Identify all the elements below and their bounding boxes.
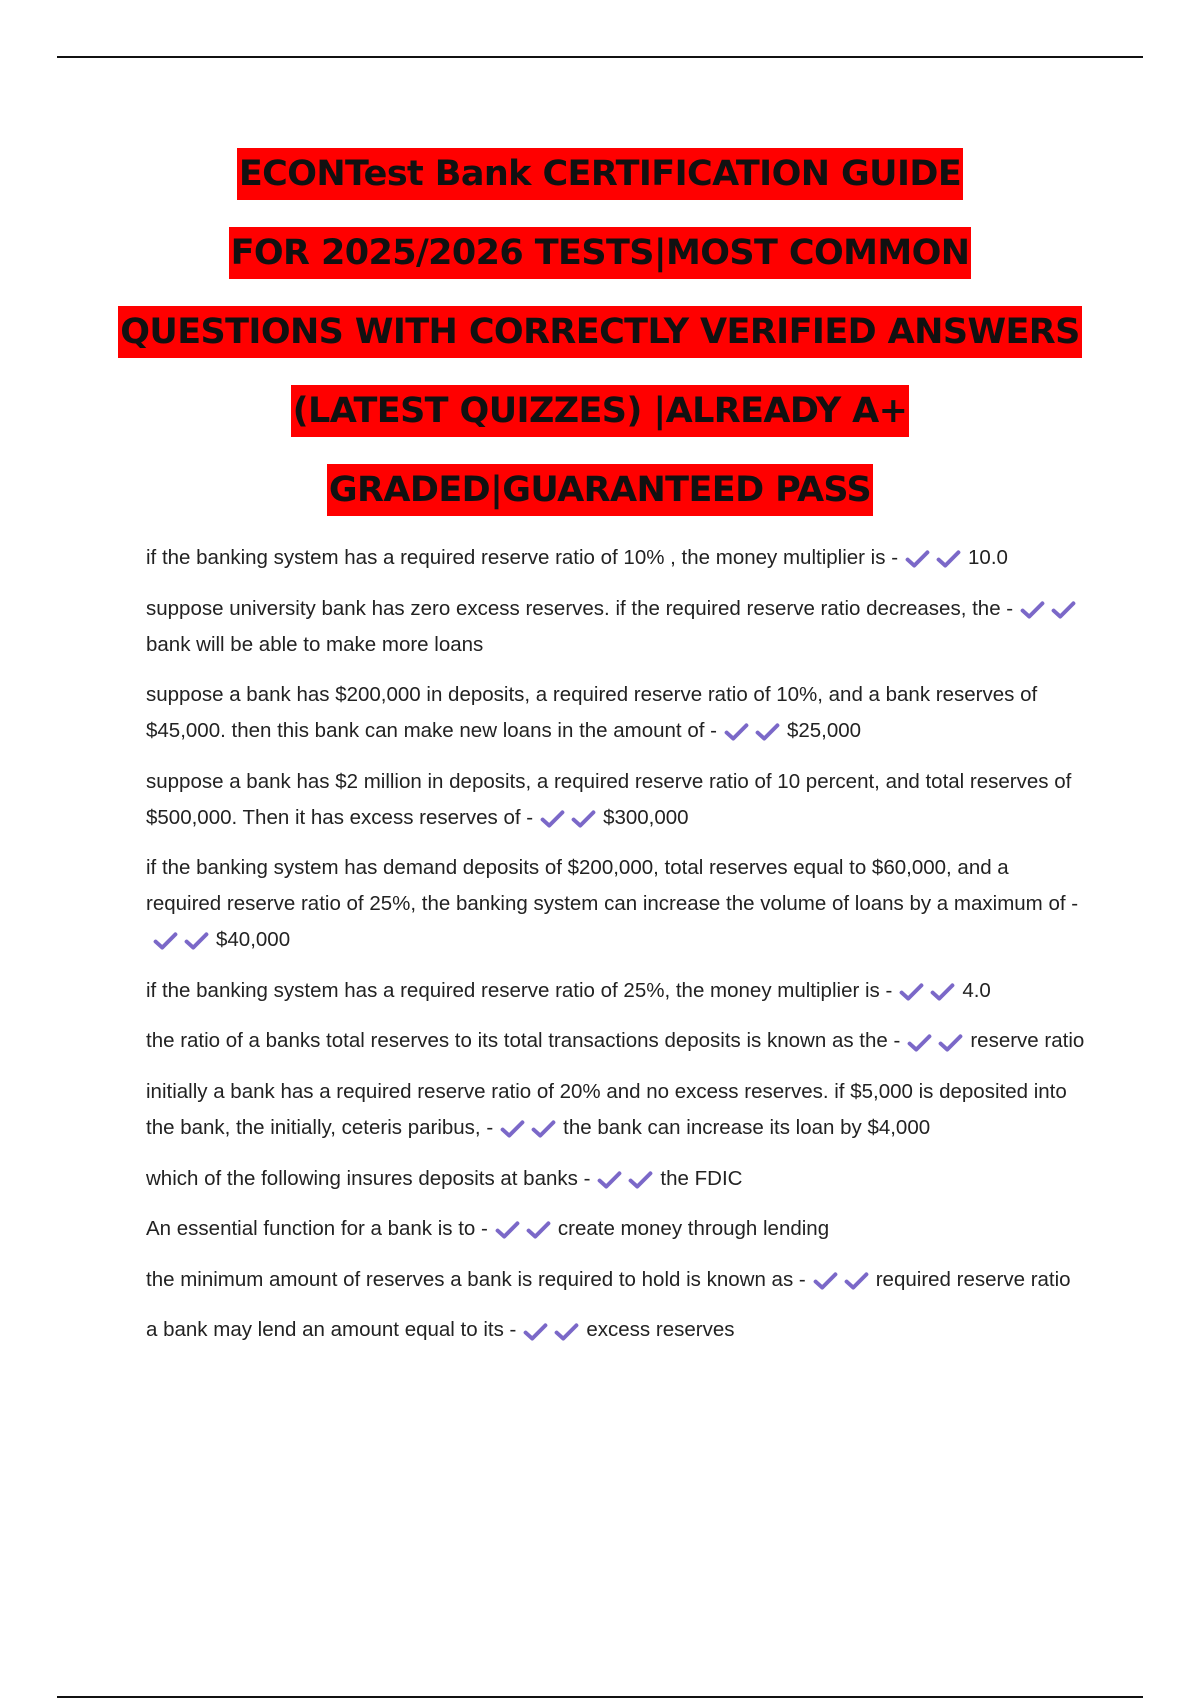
verified-checkmarks (596, 1161, 658, 1197)
question-text: suppose a bank has $2 million in deposits, a required reserve ratio of 10 percent, and total reserves of $500,000. Then it has excess reserves of (146, 769, 1072, 829)
top-rule (57, 56, 1143, 58)
verified-checkmarks (906, 1024, 968, 1060)
qa-item (146, 1161, 1086, 1198)
check-icon (1050, 599, 1077, 621)
qa-item (146, 1074, 1086, 1147)
qa-item (146, 1262, 1086, 1299)
verified-checkmarks (723, 714, 785, 750)
check-icon (499, 1118, 526, 1140)
check-icon (937, 1032, 964, 1054)
separator-dash: - (583, 1166, 591, 1190)
qa-item (146, 764, 1086, 837)
title-line-text: QUESTIONS WITH CORRECTLY VERIFIED ANSWERS (118, 306, 1082, 358)
answer-text: 4.0 (962, 978, 991, 1002)
answer-text: the FDIC (660, 1166, 743, 1190)
check-icon (627, 1169, 654, 1191)
question-text: initially a bank has a required reserve ratio of 20% and no excess reserves. if $5,000 is deposited into the bank, the initially, ceteris paribus, (146, 1080, 1067, 1140)
qa-item (146, 540, 1086, 577)
verified-checkmarks (522, 1313, 584, 1349)
qa-item (146, 973, 1086, 1010)
verified-checkmarks (812, 1262, 874, 1298)
check-icon (553, 1321, 580, 1343)
check-icon (929, 981, 956, 1003)
check-icon (570, 808, 597, 830)
check-icon (898, 981, 925, 1003)
check-icon (152, 930, 179, 952)
verified-checkmarks (539, 800, 601, 836)
separator-dash: - (710, 719, 717, 743)
verified-checkmarks (904, 541, 966, 577)
title-line (0, 385, 1200, 464)
question-text: if the banking system has a required reserve ratio of 25%, the money multiplier is (146, 978, 880, 1002)
question-answer-list (146, 540, 1086, 1363)
answer-text: reserve ratio (970, 1029, 1085, 1053)
separator-dash: - (893, 1029, 901, 1053)
title-line (0, 148, 1200, 227)
separator-dash: - (1071, 892, 1079, 916)
title-line-text: GRADED|GUARANTEED PASS (327, 464, 873, 516)
title-line (0, 227, 1200, 306)
check-icon (723, 721, 750, 743)
separator-dash: - (1006, 596, 1014, 620)
answer-text: $300,000 (603, 805, 689, 829)
check-icon (906, 1032, 933, 1054)
title-line (0, 464, 1200, 543)
answer-text: $25,000 (786, 719, 862, 743)
check-icon (904, 548, 931, 570)
check-icon (530, 1118, 557, 1140)
separator-dash: - (885, 978, 893, 1002)
question-text: An essential function for a bank is to (146, 1217, 476, 1241)
qa-item (146, 850, 1086, 959)
qa-item (146, 1312, 1086, 1349)
verified-checkmarks (898, 973, 960, 1009)
check-icon (596, 1169, 623, 1191)
check-icon (1019, 599, 1046, 621)
verified-checkmarks (152, 923, 214, 959)
check-icon (754, 721, 781, 743)
answer-text: the bank can increase its loan by $4,000 (563, 1116, 931, 1140)
question-text: if the banking system has demand deposits of $200,000, total reserves equal to $60,000, and a required reserve ratio of 25%, the banking system can increase the volume of loans by a maximum of (146, 856, 1066, 916)
separator-dash: - (509, 1318, 517, 1342)
question-text: the ratio of a banks total reserves to its total transactions deposits is known as the (146, 1029, 888, 1053)
verified-checkmarks (494, 1212, 556, 1248)
check-icon (525, 1219, 552, 1241)
verified-checkmarks (1019, 591, 1081, 627)
answer-text: required reserve ratio (875, 1267, 1071, 1291)
qa-item (146, 1023, 1086, 1060)
check-icon (843, 1270, 870, 1292)
check-icon (183, 930, 210, 952)
answer-text: excess reserves (586, 1318, 735, 1342)
separator-dash: - (486, 1116, 494, 1140)
check-icon (812, 1270, 839, 1292)
check-icon (494, 1219, 521, 1241)
separator-dash: - (798, 1267, 806, 1291)
answer-text: $40,000 (216, 928, 291, 952)
verified-checkmarks (499, 1111, 561, 1147)
answer-text: 10.0 (968, 546, 1008, 569)
separator-dash: - (891, 546, 899, 569)
answer-text: bank will be able to make more loans (146, 633, 484, 657)
separator-dash: - (481, 1217, 488, 1241)
question-text: which of the following insures deposits at banks (146, 1166, 578, 1190)
qa-item (146, 1211, 1086, 1248)
separator-dash: - (526, 805, 534, 829)
question-text: suppose a bank has $200,000 in deposits, a required reserve ratio of 10%, and a bank reserves of $45,000. then this bank can make new loans in the amount of (146, 683, 1038, 743)
qa-item (146, 591, 1086, 664)
check-icon (935, 548, 962, 570)
title-line (0, 306, 1200, 385)
title-line-text: (LATEST QUIZZES) |ALREADY A+ (291, 385, 910, 437)
check-icon (539, 808, 566, 830)
question-text: the minimum amount of reserves a bank is required to hold is known as (146, 1267, 794, 1291)
title-line-text: ECONTest Bank CERTIFICATION GUIDE (237, 148, 963, 200)
question-text: if the banking system has a required reserve ratio of 10% , the money multiplier is (146, 546, 886, 569)
question-text: a bank may lend an amount equal to its (146, 1318, 504, 1342)
title-line-text: FOR 2025/2026 TESTS|MOST COMMON (229, 227, 972, 279)
question-text: suppose university bank has zero excess reserves. if the required reserve ratio decreases, the (146, 596, 1001, 620)
bottom-rule (57, 1696, 1143, 1698)
answer-text: create money through lending (557, 1217, 830, 1241)
check-icon (522, 1321, 549, 1343)
qa-item (146, 677, 1086, 750)
document-title (0, 148, 1200, 543)
